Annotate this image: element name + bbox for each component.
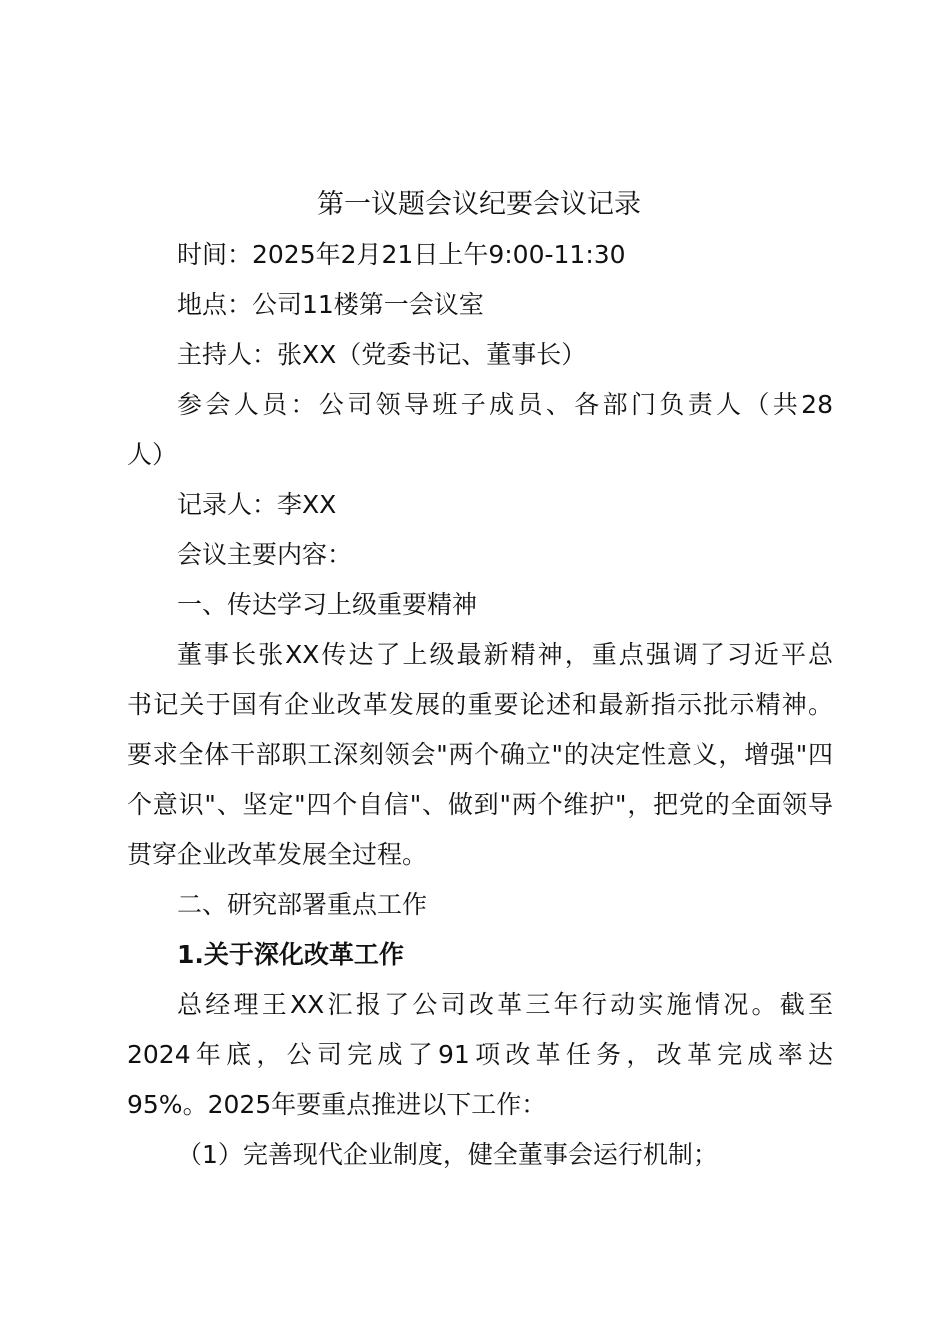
meeting-place: 地点：公司11楼第一会议室 [177,290,484,319]
section-2-item-1: （1）完善现代企业制度，健全董事会运行机制； [177,1140,718,1169]
section-2-heading: 二、研究部署重点工作 [177,890,428,919]
meeting-host: 主持人：张XX（党委书记、董事长） [177,340,587,369]
section-1-paragraph-line: 董事长张XX传达了上级最新精神，重点强调了习近平总 [177,640,833,669]
meeting-attendees-continued: 人） [127,440,178,469]
section-1-heading: 一、传达学习上级重要精神 [177,590,478,619]
content-heading: 会议主要内容： [177,540,353,569]
section-1-paragraph-line: 贯穿企业改革发展全过程。 [127,840,428,869]
section-1-paragraph-line: 要求全体干部职工深刻领会"两个确立"的决定性意义，增强"四 [127,740,833,769]
meeting-time: 时间：2025年2月21日上午9:00-11:30 [177,240,626,269]
section-1-paragraph-line: 个意识"、坚定"四个自信"、做到"两个维护"，把党的全面领导 [127,790,833,819]
document-title: 第一议题会议纪要会议记录 [317,189,641,220]
meeting-attendees: 参会人员：公司领导班子成员、各部门负责人（共28 [177,390,833,419]
section-2-subheading: 1.关于深化改革工作 [177,940,404,969]
meeting-recorder: 记录人：李XX [177,490,337,519]
section-2-paragraph-line: 95%。2025年要重点推进以下工作： [127,1090,547,1119]
section-2-paragraph-line: 总经理王XX汇报了公司改革三年行动实施情况。截至 [177,990,833,1019]
section-2-paragraph-line: 2024年底，公司完成了91项改革任务，改革完成率达 [127,1040,833,1069]
section-1-paragraph-line: 书记关于国有企业改革发展的重要论述和最新指示批示精神。 [127,690,833,719]
